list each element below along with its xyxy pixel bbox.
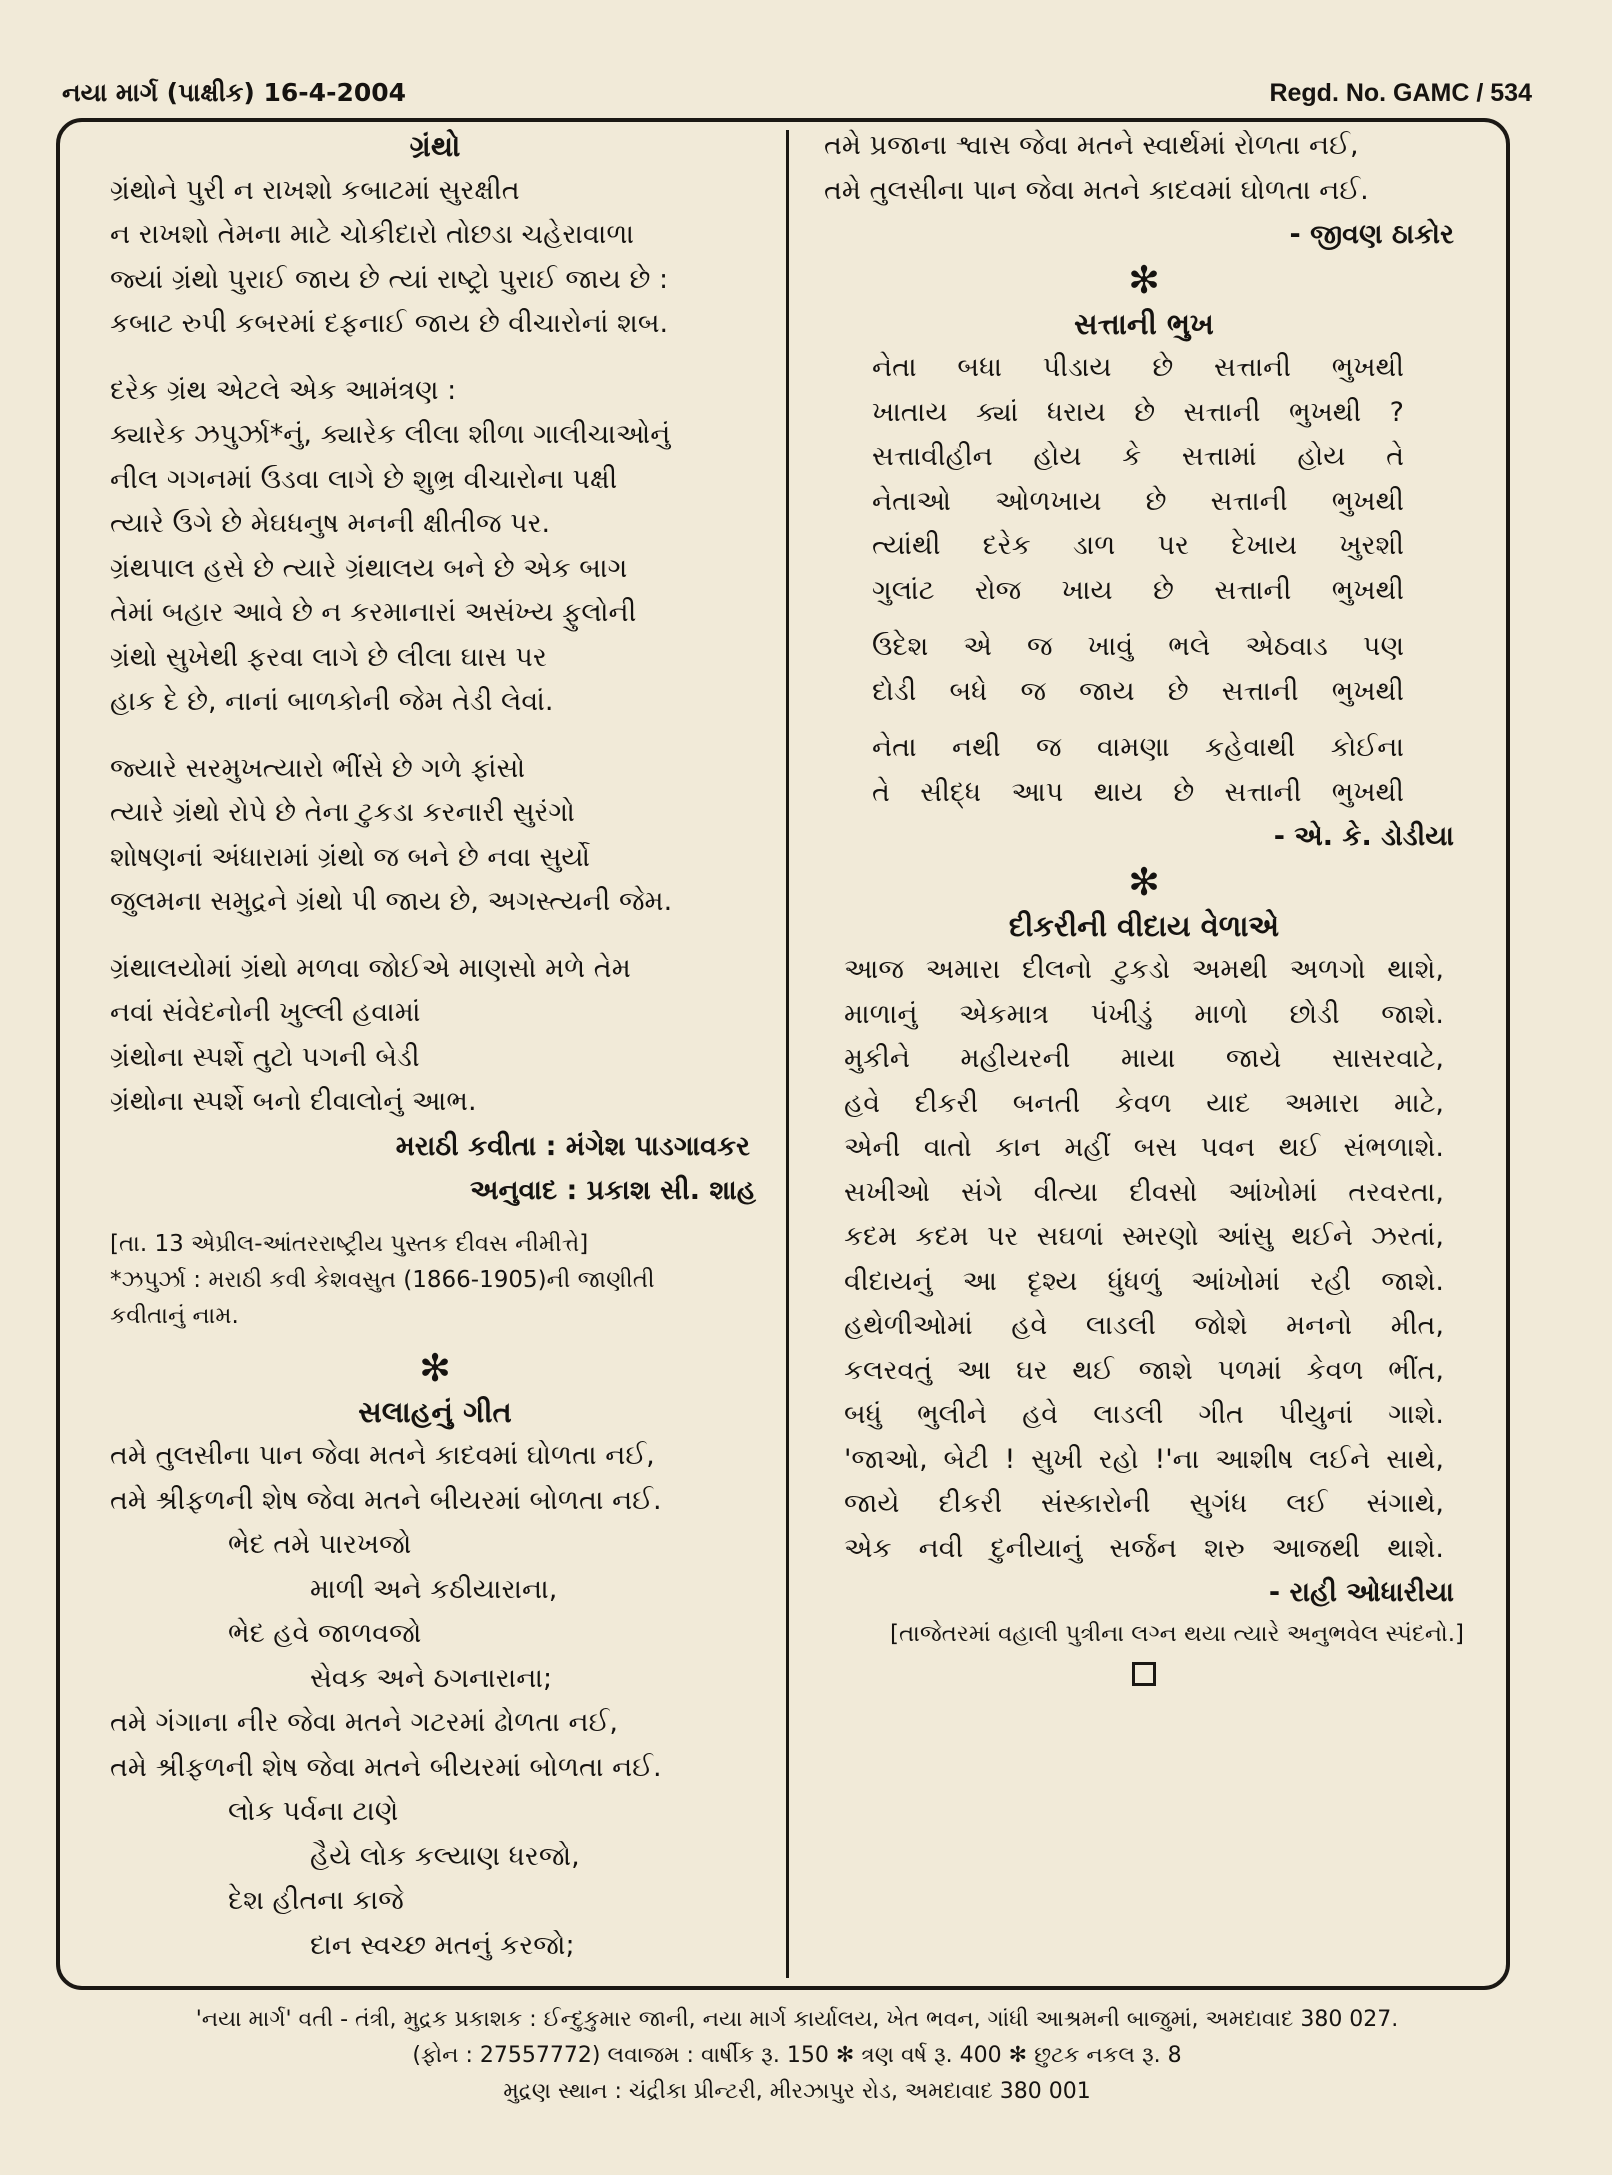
left-column	[110, 124, 760, 1968]
poem-body	[110, 169, 760, 1125]
poem-line: જ્યાં ગ્રંથો પુરાઈ જાય છે ત્યાં રાષ્ટ્રો પુરાઈ જાય છે :	[110, 263, 669, 295]
poem-line: ગ્રંથાલયોમાં ગ્રંથો મળવા જોઈએ માણસો મળે તેમ	[110, 952, 631, 984]
poem-line: ગુલાંટ રોજ ખાય છે સત્તાની ભુખથી	[872, 574, 1404, 606]
stanza-gap	[110, 725, 760, 747]
poem-line: આજ અમારા દીલનો ટુકડો અમથી અળગો થાશે,	[844, 954, 1444, 985]
separator-asterisk-icon: ✻	[1128, 859, 1160, 904]
poem-line: દોડી બધે જ જાય છે સત્તાની ભુખથી	[872, 675, 1404, 707]
poem-line: એક નવી દુનીયાનું સર્જન શરુ આજથી થાશે.	[844, 1532, 1444, 1564]
stanza-gap	[110, 925, 760, 947]
poem-title: સલાહનું ગીત	[358, 1394, 512, 1429]
poem-line: માળી અને કઠીયારાના,	[310, 1573, 558, 1605]
end-mark	[824, 1652, 1464, 1701]
poem-line: ગ્રંથો સુખેથી ફરવા લાગે છે લીલા ઘાસ પર	[110, 641, 547, 673]
poem-line: સત્તાવીહીન હોય કે સત્તામાં હોય તે	[872, 441, 1404, 472]
separator-asterisk-icon: ✻	[1128, 257, 1160, 302]
poem-line: તમે તુલસીના પાન જેવા મતને કાદવમાં ઘોળતા નઈ,	[110, 1440, 655, 1471]
poem-line: નીલ ગગનમાં ઉડવા લાગે છે શુભ્ર વીચારોના પક્ષી	[110, 463, 618, 495]
poem-line: હવે દીકરી બનતી કેવળ યાદ અમારા માટે,	[844, 1087, 1444, 1119]
poem-line: ભેદ હવે જાળવજો	[228, 1618, 422, 1649]
poem-line: સેવક અને ઠગનારાના;	[310, 1662, 553, 1694]
registration-number: Regd. No. GAMC / 534	[1269, 79, 1532, 107]
poem-line: ગ્રંથોને પુરી ન રાખશો કબાટમાં સુરક્ષીત	[110, 174, 520, 206]
stanza-gap	[824, 613, 1464, 625]
poem-line: ઉદેશ એ જ ખાવું ભલે એઠવાડ પણ	[872, 631, 1404, 662]
poem-note: કવીતાનું નામ.	[110, 1302, 239, 1329]
poem-line: ગ્રંથોના સ્પર્શે તુટો પગની બેડી	[110, 1041, 420, 1073]
poem-line: ત્યાંથી દરેક ડાળ પર દેખાય ખુરશી	[872, 530, 1404, 561]
poem-credit: મરાઠી કવીતા : મંગેશ પાડગાવકર	[395, 1130, 750, 1162]
poem-line: ભેદ તમે પારખજો	[228, 1529, 412, 1560]
poem-line: વીદાયનું આ દૃશ્ય ધુંધળું આંખોમાં રહી જાશે.	[844, 1265, 1444, 1297]
footer-printer: મુદ્રણ સ્થાન : ચંદ્રીકા પ્રીન્ટરી, મીરઝાપુર રોડ, અમદાવાદ 380 001	[503, 2079, 1091, 2104]
poem-line: એની વાતો કાન મહીં બસ પવન થઈ સંભળાશે.	[844, 1132, 1444, 1163]
poem-line: બધું ભુલીને હવે લાડલી ગીત પીયુનાં ગાશે.	[844, 1399, 1444, 1430]
poem-line: તમે પ્રજાના શ્વાસ જેવા મતને સ્વાર્થમાં રોળતા નઈ,	[824, 130, 1359, 161]
poem-note: *ઝપુર્ઝા : મરાઠી કવી કેશવસુત (1866-1905)ની જાણીતી	[110, 1266, 655, 1293]
poem-line: સખીઓ સંગે વીત્યા દીવસો આંખોમાં તરવરતા,	[844, 1176, 1444, 1208]
poem-title: ગ્રંથો	[409, 129, 461, 163]
poem-line: તેમાં બહાર આવે છે ન કરમાનારાં અસંખ્ય ફુલોની	[110, 597, 637, 628]
poem-line: મુકીને મહીયરની માયા જાયે સાસરવાટે,	[844, 1043, 1444, 1074]
poem-line: ખાતાય ક્યાં ધરાય છે સત્તાની ભુખથી ?	[872, 396, 1404, 428]
poem-line: તમે શ્રીફળની શેષ જેવા મતને બીયરમાં બોળતા નઈ.	[110, 1751, 662, 1783]
poem-line: તમે ગંગાના નીર જેવા મતને ગટરમાં ઢોળતા નઈ,	[110, 1707, 619, 1738]
poem-line: કદમ કદમ પર સઘળાં સ્મરણો આંસુ થઈને ઝરતાં,	[844, 1221, 1444, 1252]
poem-line: દરેક ગ્રંથ એટલે એક આમંત્રણ :	[110, 374, 457, 406]
poem-line: લોક પર્વના ટાણે	[228, 1796, 399, 1827]
end-square-icon	[1132, 1662, 1156, 1686]
poem-line: ત્યારે ઉગે છે મેઘધનુષ મનની ક્ષીતીજ પર.	[110, 508, 551, 539]
poem-line: હાક દે છે, નાનાં બાળકોની જેમ તેડી લેવાં.	[110, 686, 554, 717]
poem-line: નેતા નથી જ વામણા કહેવાથી કોઈના	[872, 732, 1404, 763]
poem-line: ન રાખશો તેમના માટે ચોકીદારો તોછડા ચહેરાવાળા	[110, 219, 635, 250]
poem-line: ગ્રંથોના સ્પર્શે બનો દીવાલોનું આભ.	[110, 1086, 477, 1117]
poem-line: કબાટ રુપી કબરમાં દફનાઈ જાય છે વીચારોનાં શબ.	[110, 308, 669, 339]
poem-note: [તા. 13 એપ્રીલ-આંતરરાષ્ટ્રીય પુસ્તક દીવસ નીમીત્તે]	[110, 1230, 589, 1257]
poem-line: માળાનું એકમાત્ર પંખીડું માળો છોડી જાશે.	[844, 998, 1444, 1030]
poem-credit: - જીવણ ઠાકોર	[1289, 219, 1454, 250]
poem-note: [તાજેતરમાં વહાલી પુત્રીના લગ્ન થયા ત્યારે અનુભવેલ સ્પંદનો.]	[890, 1620, 1464, 1647]
poem-credit: - રાહી ઓધારીયા	[1268, 1577, 1454, 1608]
poem-line: તે સીદ્ધ આપ થાય છે સત્તાની ભુખથી	[872, 776, 1404, 808]
poem-body	[824, 948, 1464, 1571]
right-column	[824, 124, 1464, 1700]
poem-credit: અનુવાદ : પ્રકાશ સી. શાહ	[469, 1175, 756, 1206]
poem-body	[824, 346, 1464, 815]
poem-credit: - એ. કે. ડોડીયા	[1273, 821, 1454, 852]
separator-asterisk-icon: ✻	[419, 1345, 451, 1390]
poem-line: દેશ હીતના કાજે	[228, 1885, 404, 1916]
poem-line: નેતા બધા પીડાય છે સત્તાની ભુખથી	[872, 352, 1404, 383]
poem-line: તમે શ્રીફળની શેષ જેવા મતને બીયરમાં બોળતા નઈ.	[110, 1484, 662, 1516]
poem-line: શોષણનાં અંધારામાં ગ્રંથો જ બને છે નવા સુર્યો	[110, 841, 590, 873]
poem-line: જ્યારે સરમુખત્યારો ભીંસે છે ગળે ફાંસો	[110, 752, 526, 784]
poem-line: હૈયે લોક કલ્યાણ ધરજો,	[310, 1840, 580, 1872]
page-header	[62, 64, 1532, 108]
stanza-gap	[824, 714, 1464, 726]
masthead-date: નયા માર્ગ (પાક્ષીક) 16-4-2004	[62, 78, 407, 107]
footer-subscription: (ફોન : 27557772) લવાજમ : વાર્ષીક રૂ. 150 ✻ ત્રણ વર્ષ રૂ. 400 ✻ છુટક નકલ રૂ. 8	[412, 2043, 1182, 2068]
poem-line: જાયે દીકરી સંસ્કારોની સુગંધ લઈ સંગાથે,	[844, 1488, 1444, 1519]
poem-line: તમે તુલસીના પાન જેવા મતને કાદવમાં ઘોળતા નઈ.	[824, 174, 1369, 206]
poem-line: દાન સ્વચ્છ મતનું કરજો;	[310, 1929, 575, 1961]
poem-line: જુલમના સમુદ્રને ગ્રંથો પી જાય છે, અગસ્ત્યની જેમ.	[110, 886, 673, 917]
column-divider	[786, 130, 789, 1978]
stanza-gap	[110, 347, 760, 369]
poem-line: 'જાઓ, બેટી ! સુખી રહો !'ના આશીષ લઈને સાથે,	[844, 1443, 1444, 1475]
page-footer	[62, 2002, 1532, 2110]
poem-title: સત્તાની ભુખ	[1074, 306, 1214, 341]
poem-line: ત્યારે ગ્રંથો રોપે છે તેના ટુકડા કરનારી સુરંગો	[110, 797, 575, 828]
poem-line: ક્યારેક ઝપુર્ઝા*નું, ક્યારેક લીલા શીળા ગાલીચાઓનું	[110, 419, 671, 450]
footer-publisher: 'નયા માર્ગ' વતી - તંત્રી, મુદ્રક પ્રકાશક : ઈન્દુકુમાર જાની, નયા માર્ગ કાર્યાલય, ખેત ભવન, ગાંધી આશ્રમની બાજુમાં, અમદાવાદ 380 027.	[195, 2007, 1399, 2032]
poem-line: હથેળીઓમાં હવે લાડલી જોશે મનનો મીત,	[844, 1310, 1444, 1341]
poem-title: દીકરીની વીદાય વેળાએ	[1008, 908, 1280, 943]
poem-line: નેતાઓ ઓળખાય છે સત્તાની ભુખથી	[872, 485, 1404, 517]
poem-line: કલરવતું આ ઘર થઈ જાશે પળમાં કેવળ ભીંત,	[844, 1354, 1444, 1386]
poem-line: ગ્રંથપાલ હસે છે ત્યારે ગ્રંથાલય બને છે એક બાગ	[110, 552, 628, 584]
poem-line: નવાં સંવેદનોની ખુલ્લી હવામાં	[110, 997, 421, 1028]
